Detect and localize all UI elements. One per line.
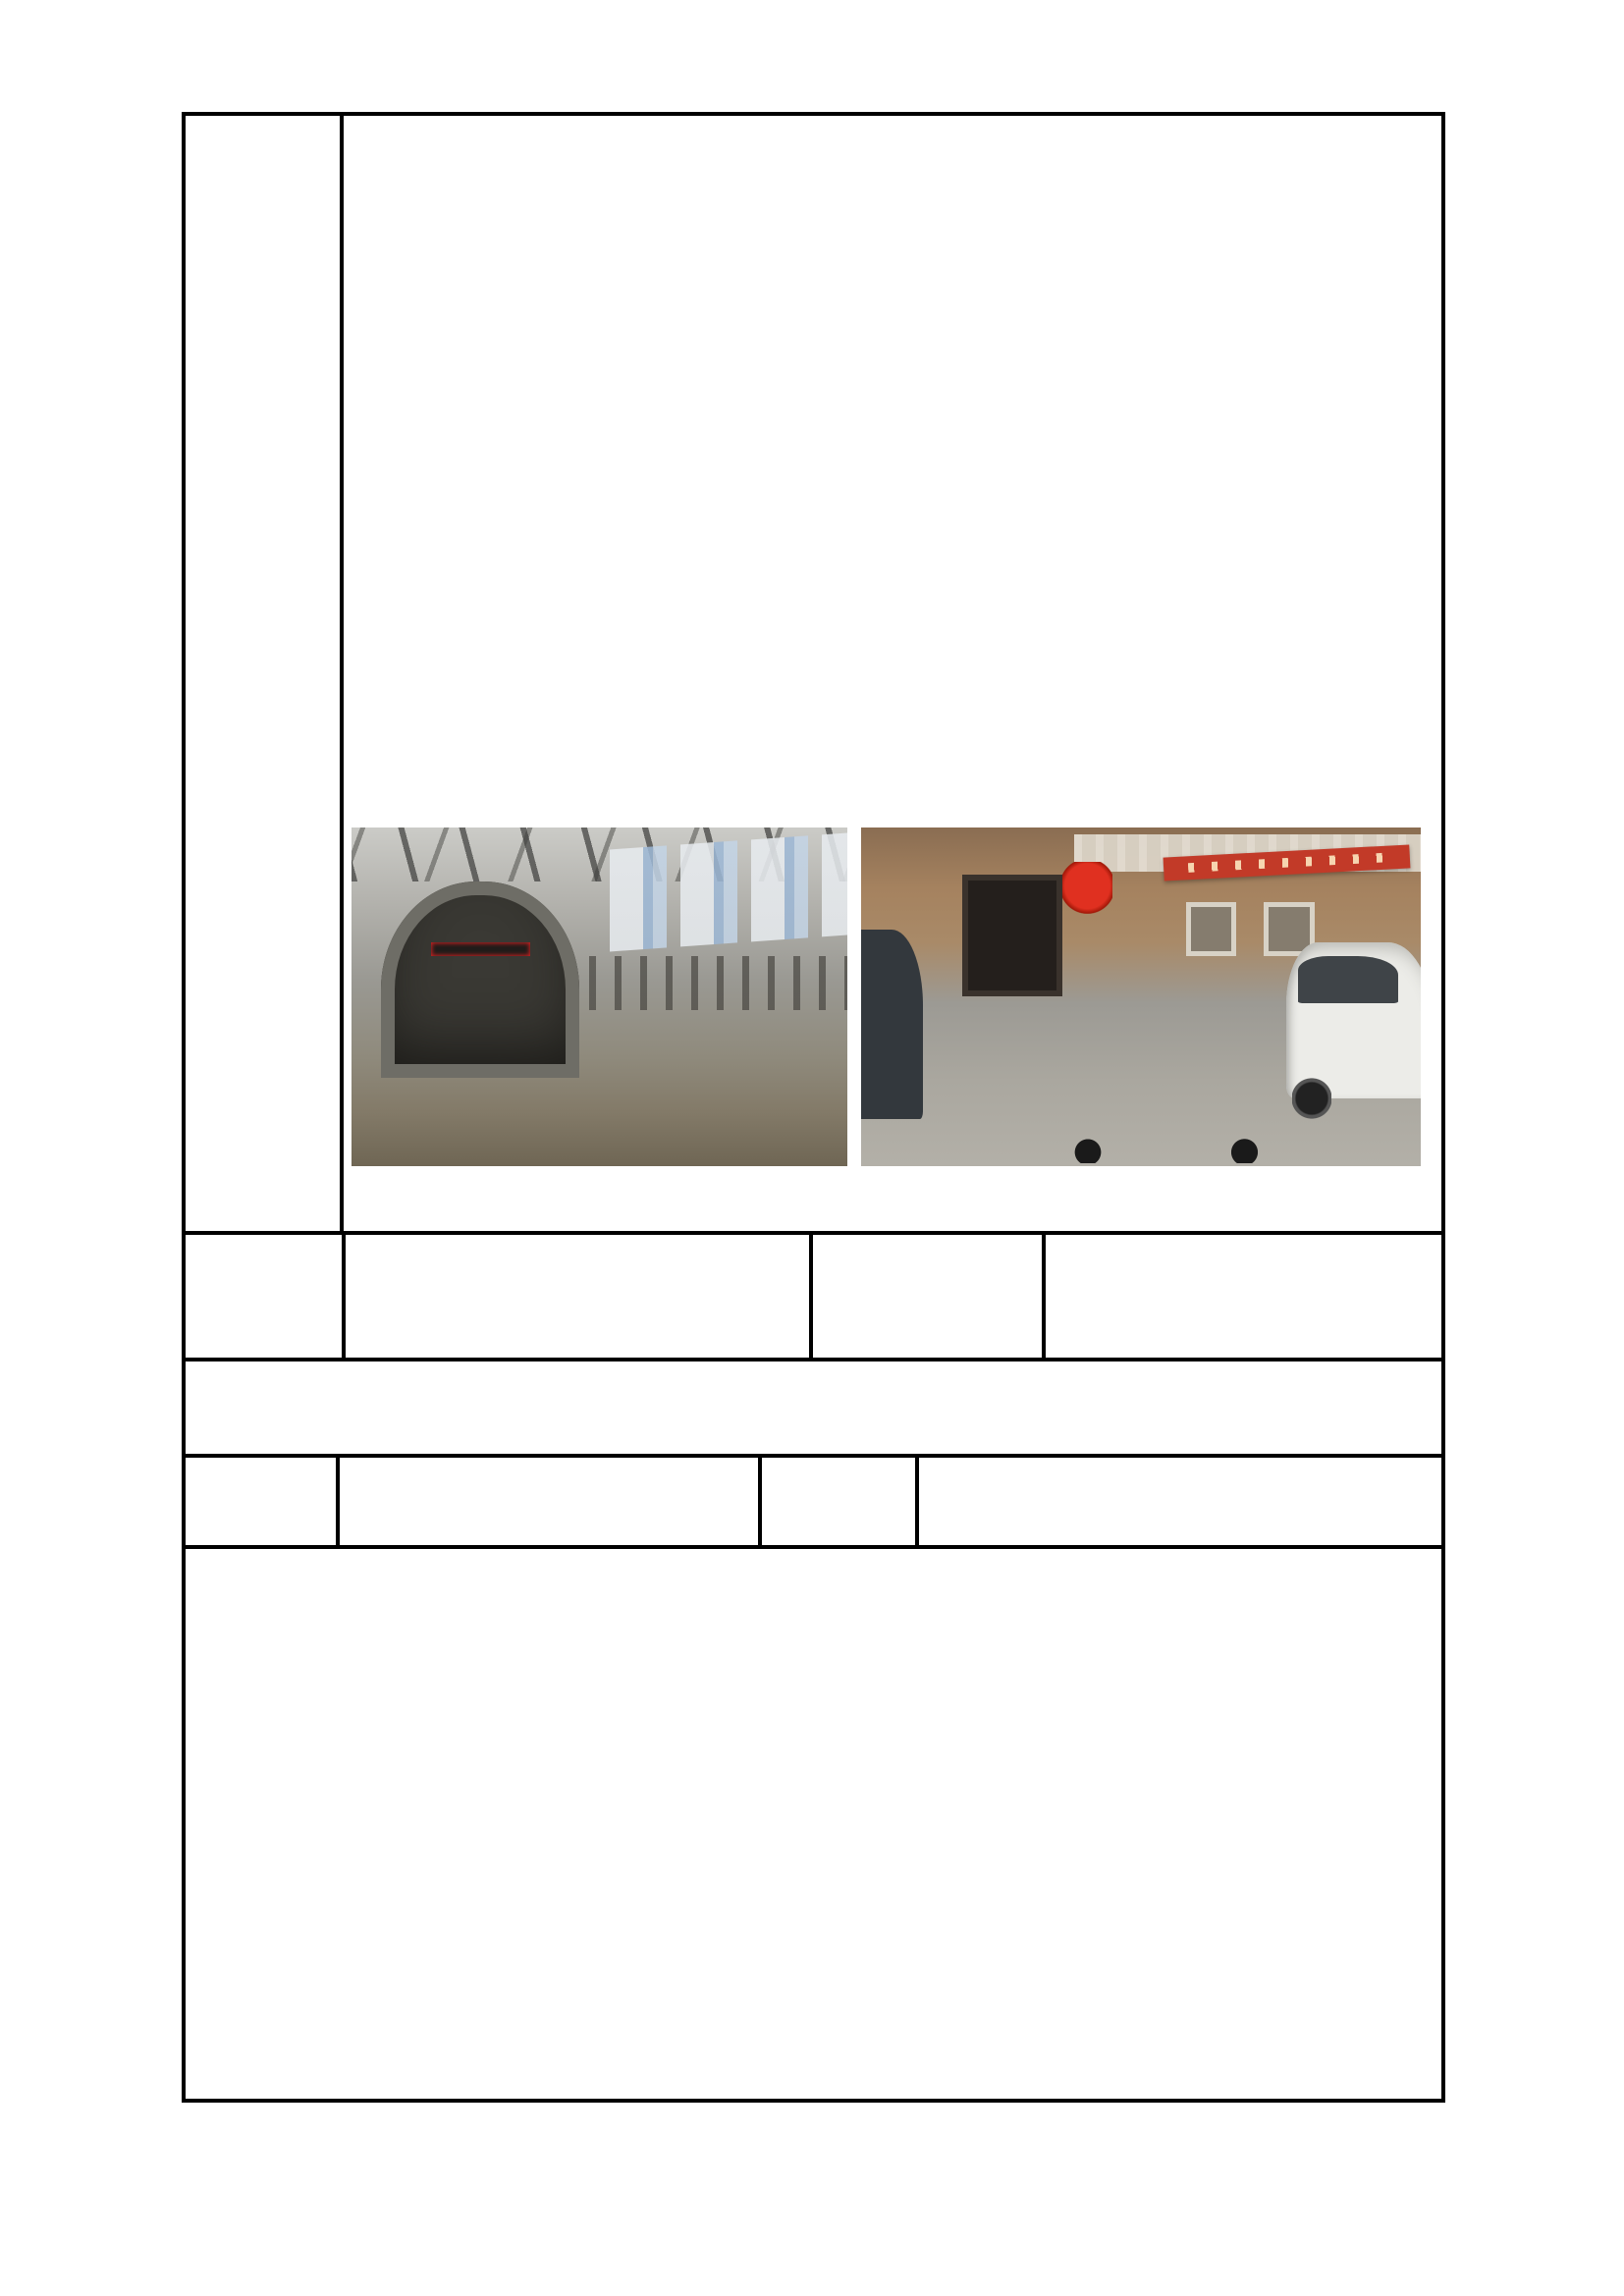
report-submit-date <box>346 1235 813 1362</box>
wall-tools <box>589 956 847 1010</box>
mine-portal <box>381 881 579 1078</box>
notice-boards <box>610 832 847 950</box>
foreground-object <box>1230 1136 1259 1163</box>
foreground-object <box>1074 1136 1103 1163</box>
suv-window <box>1298 956 1399 1003</box>
dark-doorway <box>962 875 1063 996</box>
col-header-cert <box>340 1458 762 1549</box>
report-public-url <box>1046 1235 1441 1362</box>
empty-label-cell <box>186 116 344 1235</box>
window <box>1186 902 1236 956</box>
col-header-level <box>762 1458 919 1549</box>
evaluation-process-cell <box>344 116 1441 1235</box>
suv-wheel <box>1292 1078 1331 1118</box>
col-header-name <box>186 1458 340 1549</box>
participants-section-title <box>186 1362 1441 1458</box>
led-sign <box>431 942 530 956</box>
report-link-label <box>813 1235 1046 1362</box>
red-lantern <box>1062 862 1112 916</box>
ground-rails <box>352 1071 731 1166</box>
initial-survey-photo <box>352 828 847 1166</box>
review-photo <box>861 828 1421 1166</box>
report-table <box>182 112 1445 2103</box>
report-submit-time-label <box>186 1235 346 1362</box>
col-header-work <box>919 1458 1441 1549</box>
dark-car <box>861 930 923 1119</box>
